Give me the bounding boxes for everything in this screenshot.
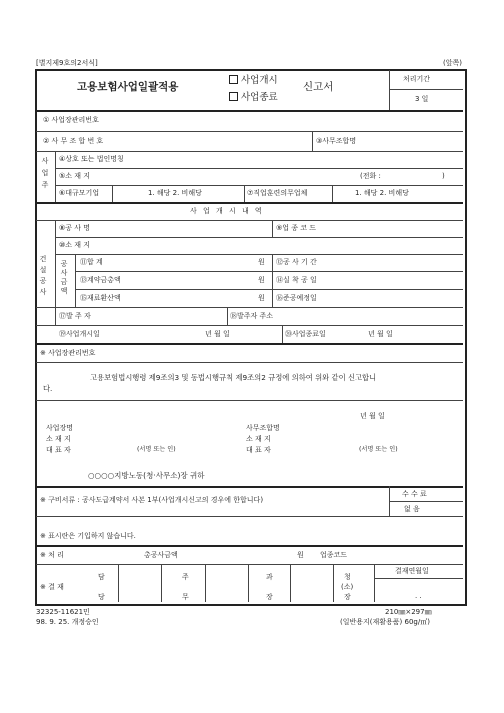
won-unit-1: 원 [258, 258, 265, 266]
approval-section-chief-top: 과 [266, 573, 273, 581]
material-value-label: ⑮재료환산액 [80, 294, 121, 302]
addressee: ○○○○지방노동(청·사무소)장 귀하 [88, 471, 205, 480]
report-date[interactable]: 년 월 일 [360, 412, 385, 420]
industry-code-label: ⑨업 종 코 드 [276, 224, 316, 232]
processing-period-value: 3 일 [415, 95, 429, 103]
signer-left-signature[interactable]: (서명 또는 인) [137, 446, 176, 453]
option-end[interactable] [229, 92, 278, 103]
total-project-amount-label: 총공사금액 [144, 551, 178, 559]
paper-size: 210㎜×297㎜ [385, 608, 432, 616]
business-end-date-value[interactable]: 년 월 일 [368, 330, 393, 338]
approval-officer-top: 주 [182, 573, 189, 581]
signer-right-signature[interactable]: (서명 또는 인) [359, 446, 398, 453]
section-title: 사 업 개 시 내 역 [190, 207, 264, 215]
statement-line-1: 고용보험법시행령 제9조의3 및 동법시행규칙 제9조의2 규정에 의하여 위와 같이 신고합니 [90, 373, 377, 382]
business-start-date-value[interactable]: 년 월 일 [205, 330, 230, 338]
office-mgmt-no-label: ※ 사업장관리번호 [40, 349, 96, 357]
business-end-date-label: ⑳사업종료일 [285, 330, 326, 338]
approval-section-chief-bottom: 장 [266, 593, 273, 601]
signer-left-line-3: 대 표 자 [46, 446, 71, 454]
large-enterprise-label: ⑥대규모기업 [59, 189, 100, 197]
actual-start-date-label: ⑭실 착 공 일 [276, 276, 317, 284]
business-start-date-label: ⑲사업개시일 [59, 330, 100, 338]
phone-label: (전화 : [360, 172, 381, 180]
training-obligation-options[interactable]: 1. 해당 2. 비해당 [355, 189, 409, 197]
phone-close: ) [442, 172, 445, 180]
processing-period-label: 처리기간 [403, 75, 431, 83]
office-union-name-label: ③사무조합명 [316, 137, 357, 145]
processing-label: ※ 처 리 [40, 551, 64, 559]
approval-head-middle: (소) [341, 583, 354, 591]
business-name-label: ④상호 또는 법인명칭 [59, 155, 124, 163]
project-address-label: ⑩소 재 지 [59, 241, 91, 249]
approval-revision: 98. 9. 25. 개정승인 [36, 618, 99, 626]
approval-head-bottom: 장 [344, 593, 351, 601]
workplace-mgmt-no-label: ① 사업장관리번호 [43, 116, 99, 124]
business-address-label: ⑤소 재 지 [59, 172, 91, 180]
approval-staff-bottom: 당 [98, 593, 105, 601]
notice: ※ 표시란은 기입하지 않습니다. [40, 532, 136, 540]
signer-left-line-1: 사업장명 [46, 424, 74, 432]
statement-line-2: 다. [43, 384, 53, 393]
client-label: ⑰발 주 자 [59, 312, 91, 320]
required-documents: ※ 구비서류 : 공사도급계약서 사본 1부(사업개시신고의 경우에 한합니다) [40, 496, 264, 504]
office-union-no-label: ② 사 무 조 합 번 호 [43, 137, 104, 145]
amount-total-label: ⑪합 계 [80, 258, 103, 266]
option-start-label: 사업개시 [241, 75, 278, 86]
signer-right-line-3: 대 표 자 [246, 446, 271, 454]
process-industry-code-label: 업종코드 [320, 551, 348, 559]
client-address-label: ⑱발주자 주소 [230, 312, 274, 320]
page-side-label: (앞쪽) [443, 59, 462, 67]
signer-right-line-1: 사무조합명 [246, 424, 280, 432]
won-unit-2: 원 [258, 276, 265, 284]
option-end-label: 사업종료 [241, 92, 278, 103]
approval-date-value[interactable]: . . [415, 592, 422, 600]
form-title: 고용보험사업일괄적용 [77, 81, 179, 93]
large-enterprise-options[interactable]: 1. 해당 2. 비해당 [148, 189, 202, 197]
signer-right-line-2: 소 재 지 [246, 435, 271, 443]
approval-date-label: 결재연월일 [395, 567, 429, 575]
fee-label: 수 수 료 [402, 490, 427, 498]
approval-officer-bottom: 무 [182, 593, 189, 601]
option-start[interactable] [229, 75, 278, 86]
paper-type: (일반용지(재활용품) 60g/㎡) [340, 618, 430, 626]
approval-staff-top: 담 [98, 573, 105, 581]
won-unit-4: 원 [297, 551, 304, 559]
form-number: [별지제9호의2서식] [36, 59, 98, 67]
construction-side-label: 건설공사 [39, 255, 47, 299]
checkbox-end[interactable] [229, 92, 238, 101]
training-obligation-label: ⑦직업훈련의무업체 [247, 189, 308, 197]
contract-amount-label: ⑬계약금총액 [80, 276, 121, 284]
project-period-label: ⑫공 사 기 간 [276, 258, 317, 266]
fee-value: 없 음 [404, 505, 420, 513]
approval-label: ※ 결 재 [40, 583, 64, 591]
project-amount-side-label: 공사금액 [60, 260, 68, 296]
checkbox-start[interactable] [229, 75, 238, 84]
won-unit-3: 원 [258, 294, 265, 302]
form-title-suffix: 신고서 [303, 81, 334, 93]
project-name-label: ⑧공 사 명 [59, 224, 91, 232]
approval-head-top: 청 [344, 573, 351, 581]
form-code: 32325-11621민 [36, 608, 90, 616]
completion-date-label: ⑯준공예정일 [276, 294, 317, 302]
signer-left-line-2: 소 재 지 [46, 435, 71, 443]
business-owner-side-label: 사업주 [41, 157, 49, 193]
